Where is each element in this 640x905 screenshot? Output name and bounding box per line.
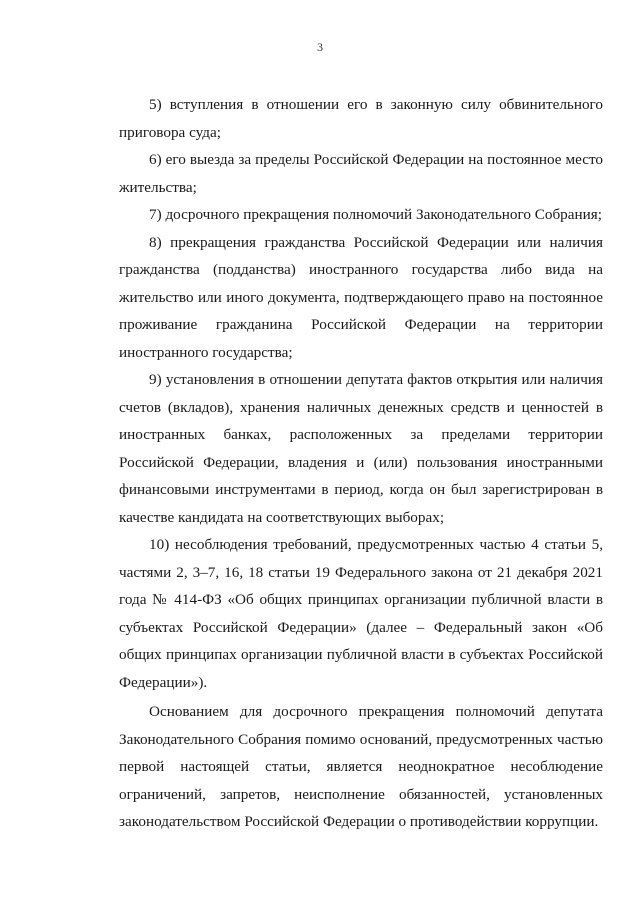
- document-body: [119, 91, 603, 836]
- paragraph-item-7: 7) досрочного прекращения полномочий Законодательного Собрания;: [149, 206, 602, 223]
- paragraph-item-9: 9) установления в отношении депутата фактов открытия или наличия счетов (вкладов), хранения наличных денежных средств и ценностей в иностранных банках, расположенных за пределами территории Российской Федерации, владения и (или) пользования иностранными финансовыми инструментами в период, когда он был зарегистрирован в качестве кандидата на соответствующих выборах;: [119, 371, 603, 526]
- paragraph-item-10: 10) несоблюдения требований, предусмотренных частью 4 статьи 5, частями 2, 3–7, 16, 18 статьи 19 Федерального закона от 21 декабря 2021 года № 414-ФЗ «Об общих принципах организации публичной власти в субъектах Российской Федерации» (далее – Федеральный закон «Об общих принципах организации публичной власти в субъектах Российской Федерации»).: [119, 536, 603, 691]
- paragraph-item-8: 8) прекращения гражданства Российской Федерации или наличия гражданства (подданства) иностранного государства либо вида на жительство или иного документа, подтверждающего право на постоянное проживание гражданина Российской Федерации на территории иностранного государства;: [119, 233, 603, 361]
- page-number: 3: [317, 40, 323, 54]
- paragraph-grounds: Основанием для досрочного прекращения полномочий депутата Законодательного Собрания помимо оснований, предусмотренных частью первой настоящей статьи, является неоднократное несоблюдение ограничений, запретов, неисполнение обязанностей, установленных законодательством Российской Федерации о противодействии коррупции.: [119, 703, 603, 830]
- paragraph-item-6: 6) его выезда за пределы Российской Федерации на постоянное место жительства;: [119, 151, 603, 196]
- paragraph-item-5: 5) вступления в отношении его в законную силу обвинительного приговора суда;: [119, 96, 603, 141]
